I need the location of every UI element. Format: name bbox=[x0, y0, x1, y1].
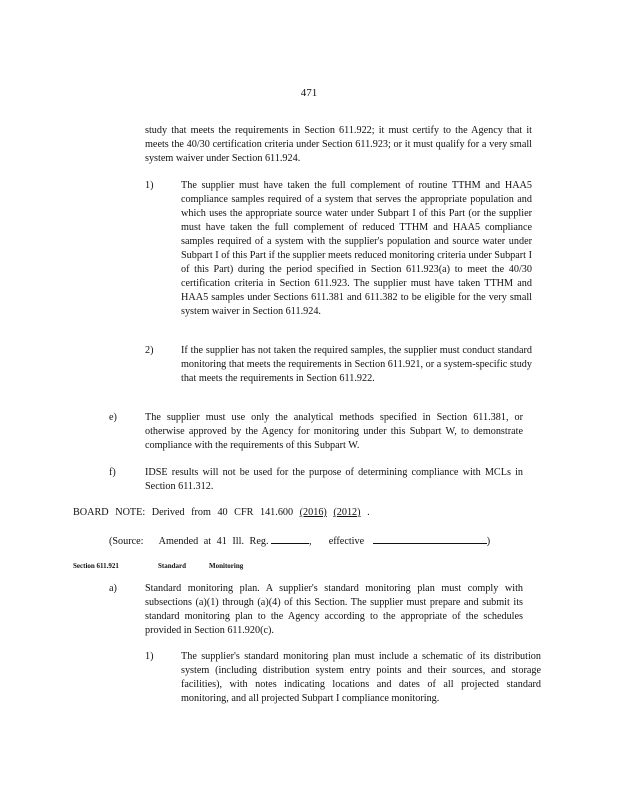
section-number: Section 611.921 bbox=[73, 562, 119, 570]
board-note bbox=[73, 506, 370, 520]
item-2-label: 2) bbox=[145, 345, 154, 356]
register-page-blank bbox=[271, 533, 309, 544]
item-a1-text: The supplier's standard monitoring plan must include a schematic of its distribution system (including distribution system entry points and their sources, and storage facilities), with notes indicating locations and dates of all projected standard monitoring, and all projected Subpart I compliance monitoring. bbox=[181, 651, 541, 704]
source-open: (Source: bbox=[109, 536, 144, 547]
item-e-text: The supplier must use only the analytical methods specified in Section 611.381, or otherwise approved by the Agency for monitoring under this Subpart W, to demonstrate compliance with the requirements of this Subpart W. bbox=[145, 412, 523, 451]
section-title-part2: Monitoring bbox=[209, 562, 244, 570]
board-note-year-old: (2012) bbox=[333, 507, 361, 518]
intro-paragraph: study that meets the requirements in Section 611.922; it must certify to the Agency that it meets the 40/30 certification criteria under Section 611.923; or it must qualify for a very small system waiver under Section 611.924. bbox=[145, 125, 532, 164]
page-number: 471 bbox=[300, 87, 318, 99]
item-a1-label: 1) bbox=[145, 651, 154, 662]
source-amended: Amended at 41 Ill. Reg. bbox=[158, 536, 269, 547]
source-effective: effective bbox=[328, 536, 365, 547]
item-2-text: If the supplier has not taken the required samples, the supplier must conduct standard monitoring that meets the requirements in Section 611.921, or a system-specific study that meets the requirements in Section 611.922. bbox=[181, 345, 532, 384]
item-1-label: 1) bbox=[145, 180, 154, 191]
effective-date-blank bbox=[373, 533, 487, 544]
item-a-label: a) bbox=[109, 583, 117, 594]
board-note-prefix: BOARD NOTE: Derived from 40 CFR 141.600 bbox=[73, 507, 294, 518]
section-title-part1: Standard bbox=[158, 562, 187, 570]
item-f-label: f) bbox=[109, 467, 116, 478]
source-line bbox=[109, 533, 490, 549]
source-comma: , bbox=[309, 536, 312, 547]
board-note-year-new: (2016) bbox=[299, 507, 327, 518]
item-e-label: e) bbox=[109, 412, 117, 423]
item-a-text: Standard monitoring plan. A supplier's standard monitoring plan must comply with subsections (a)(1) through (a)(4) of this Section. The supplier must prepare and submit its standard monitoring plan to the Agency according to the appropriate of the schedules provided in Section 611.920(c). bbox=[145, 583, 523, 636]
board-note-suffix: . bbox=[367, 507, 370, 518]
item-1-text: The supplier must have taken the full complement of routine TTHM and HAA5 compliance samples required of a system that serves the appropriate population and which uses the appropriate source water under Subpart I of this Part (or the supplier must have taken the full complement of reduced TTHM and HAA5 compliance samples required of a system with the supplier's population and source water under Subpart I of this Part if the supplier meets reduced monitoring criteria under Subpart I of this Part) during the period specified in Section 611.923(a) to meet the 40/30 certification criteria in Section 611.923. The supplier must have taken TTHM and HAA5 samples under Sections 611.381 and 611.382 to be eligible for the very small system waiver in Section 611.924. bbox=[181, 180, 532, 317]
source-close: ) bbox=[486, 536, 491, 547]
item-f-text: IDSE results will not be used for the purpose of determining compliance with MCLs in Section 611.312. bbox=[145, 467, 523, 492]
